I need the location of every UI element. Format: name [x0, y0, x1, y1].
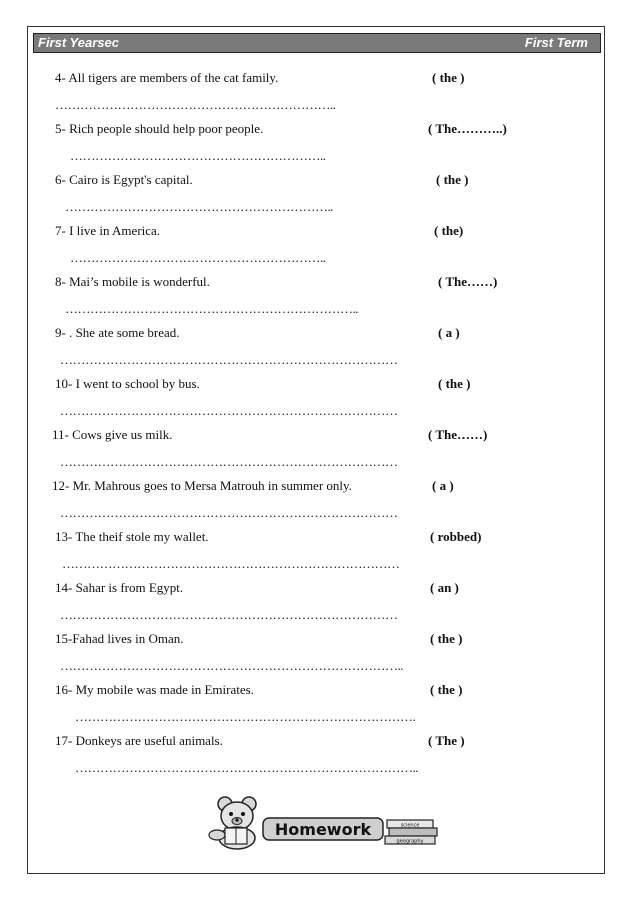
answer-17: ( The )	[428, 733, 465, 748]
homework-label: Homework	[274, 820, 372, 839]
question-14: 14- Sahar is from Egypt.	[55, 580, 184, 595]
header-left-text: First Yearsec	[38, 35, 119, 50]
answer-16: ( the )	[430, 682, 463, 697]
answer-line-8: ……………………………………………………………..	[65, 302, 358, 316]
answer-14: ( an )	[430, 580, 459, 595]
bear-icon	[209, 797, 256, 849]
answer-line-17: ………………………………………………………………………..	[75, 761, 418, 775]
question-8: 8- Mai’s mobile is wonderful.	[55, 274, 210, 289]
answer-line-4: …………………………………………………………..	[55, 98, 336, 112]
answer-line-6: ………………………………………………………..	[65, 200, 333, 214]
answer-line-9: ………………………………………………………………………	[60, 353, 398, 367]
question-10: 10- I went to school by bus.	[55, 376, 200, 391]
header-right-text: First Term	[524, 35, 588, 50]
answer-8: ( The……)	[438, 274, 498, 289]
question-5: 5- Rich people should help poor people.	[55, 121, 264, 136]
answer-4: ( the )	[432, 70, 465, 85]
answer-line-13: ………………………………………………………………………	[62, 557, 400, 571]
answer-line-10: ………………………………………………………………………	[60, 404, 398, 418]
answer-line-16: ……………………………………………………………………….	[75, 710, 416, 724]
answer-11: ( The……)	[428, 427, 488, 442]
answer-line-5: ……………………………………………………..	[70, 149, 326, 163]
book-label-science: science	[400, 822, 420, 829]
answer-line-7: ……………………………………………………..	[70, 251, 326, 265]
answer-line-14: ………………………………………………………………………	[60, 608, 398, 622]
homework-clipart	[203, 792, 443, 850]
question-11: 11- Cows give us milk.	[52, 427, 173, 442]
answer-7: ( the)	[434, 223, 464, 238]
answer-10: ( the )	[438, 376, 471, 391]
answer-line-15: ………………………………………………………………………..	[60, 659, 403, 673]
answer-13: ( robbed)	[430, 529, 482, 544]
answer-line-11: ………………………………………………………………………	[60, 455, 398, 469]
answer-12: ( a )	[432, 478, 454, 493]
question-9: 9- . She ate some bread.	[55, 325, 180, 340]
question-13: 13- The theif stole my wallet.	[55, 529, 209, 544]
answer-6: ( the )	[436, 172, 469, 187]
books-icon	[385, 820, 437, 845]
answer-5: ( The………..)	[428, 121, 507, 136]
question-12: 12- Mr. Mahrous goes to Mersa Matrouh in summer only.	[52, 478, 352, 493]
question-15: 15-Fahad lives in Oman.	[55, 631, 184, 646]
question-7: 7- I live in America.	[55, 223, 161, 238]
question-17: 17- Donkeys are useful animals.	[55, 733, 223, 748]
answer-15: ( the )	[430, 631, 463, 646]
answer-9: ( a )	[438, 325, 460, 340]
question-6: 6- Cairo is Egypt's capital.	[55, 172, 193, 187]
answer-line-12: ………………………………………………………………………	[60, 506, 398, 520]
question-16: 16- My mobile was made in Emirates.	[55, 682, 254, 697]
question-4: 4- All tigers are members of the cat family.	[55, 70, 279, 85]
page-header	[33, 33, 601, 53]
book-label-geography: geography	[396, 838, 424, 845]
